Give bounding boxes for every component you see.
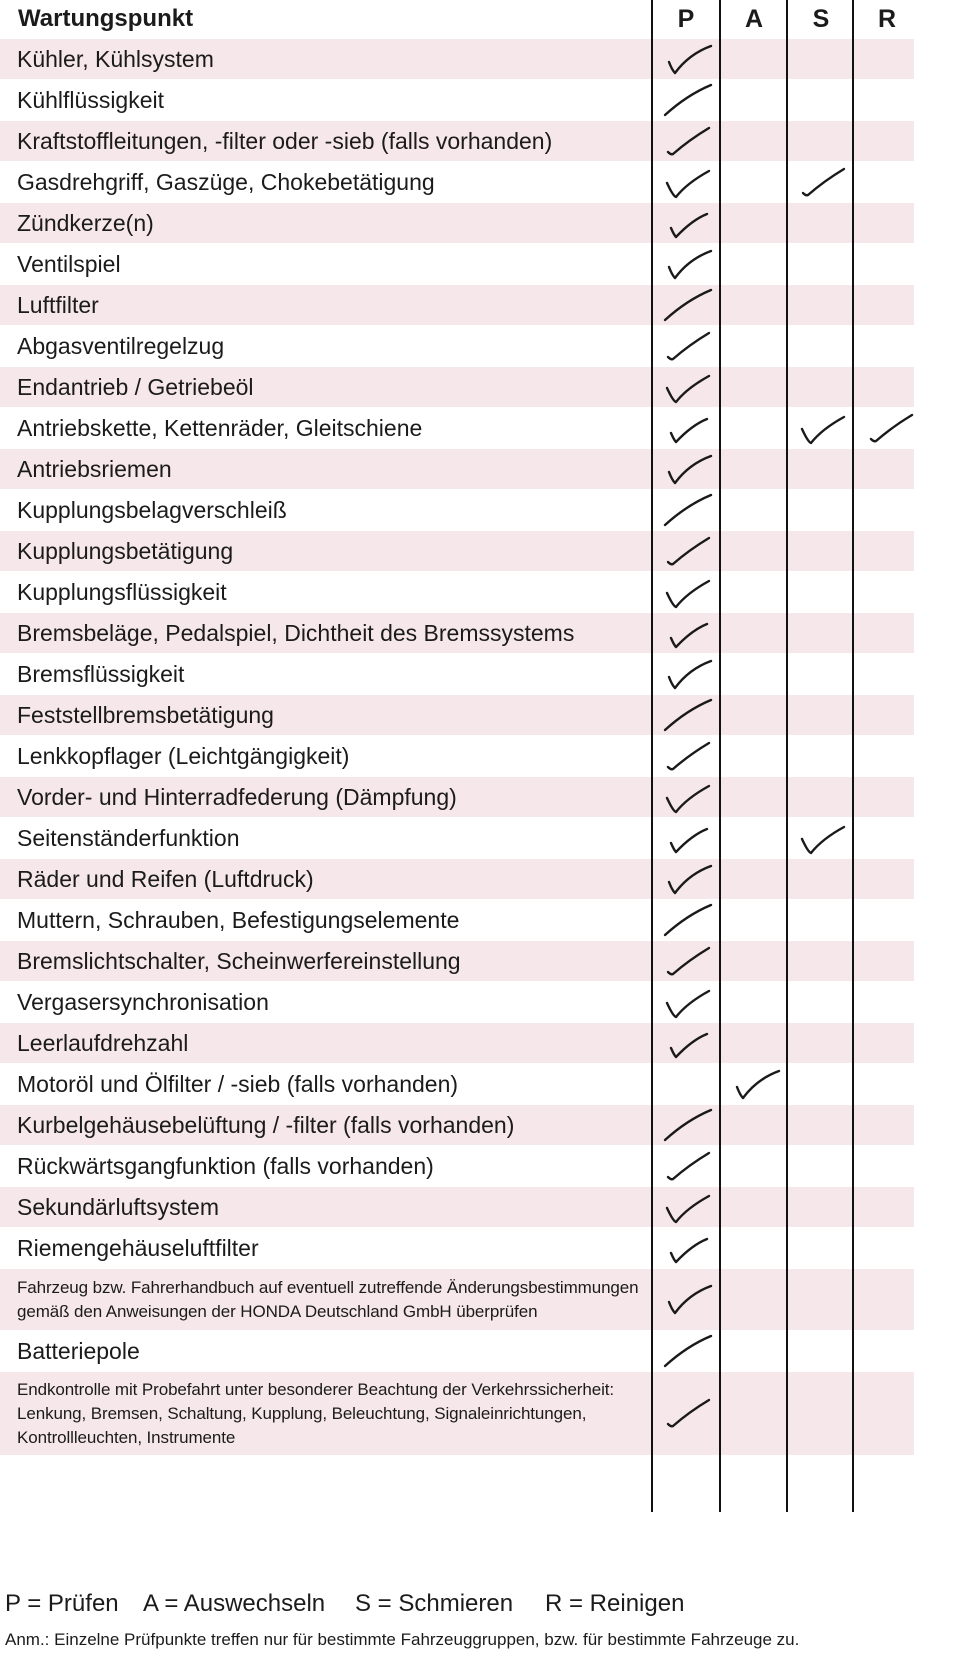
checklist-row: [0, 449, 689, 489]
row-shade: [788, 531, 852, 571]
checklist-row: [0, 777, 689, 817]
row-label: Kupplungsbetätigung: [17, 537, 234, 564]
row-shade: [721, 285, 786, 325]
header-title: Wartungspunkt: [18, 5, 194, 32]
row-label: Vergasersynchronisation: [17, 989, 269, 1015]
row-shade: [854, 941, 914, 981]
checkmark-icon: [659, 983, 719, 1023]
column-divider: [852, 0, 854, 1512]
checklist-row: [0, 941, 689, 981]
row-shade: [854, 613, 914, 653]
row-label: Muttern, Schrauben, Befestigungselemente: [17, 907, 460, 933]
checklist-row: [0, 982, 689, 1023]
row-shade: [854, 1023, 914, 1063]
legend-item-a: A = Auswechseln: [143, 1590, 326, 1617]
checkmark-icon: [659, 245, 719, 285]
checklist-row: [0, 162, 689, 203]
checkmark-icon: [659, 1188, 719, 1228]
checkmark-icon: [659, 81, 719, 121]
checklist-row: [0, 900, 689, 941]
row-label: Bremslichtschalter, Scheinwerfereinstellung: [17, 947, 461, 974]
row-label: Antriebskette, Kettenräder, Gleitschiene: [17, 415, 423, 441]
checkmark-icon: [659, 737, 719, 777]
row-shade: [854, 121, 914, 161]
row-shade: [721, 121, 786, 161]
row-shade: [854, 531, 914, 571]
legend-item-r: R = Reinigen: [545, 1590, 685, 1617]
checkmark-icon: [659, 532, 719, 572]
checklist-row: [0, 695, 689, 735]
column-header-a: A: [744, 4, 764, 33]
checklist-row: [0, 285, 689, 325]
checklist-row: [0, 367, 689, 407]
checkmark-icon: [727, 1065, 787, 1105]
checkmark-icon: [659, 1147, 719, 1187]
checklist-row: [0, 244, 689, 285]
checkmark-icon: [659, 409, 719, 449]
row-label: Antriebsriemen: [17, 455, 172, 482]
column-header-p: P: [677, 4, 695, 33]
row-shade: [854, 285, 914, 325]
row-label: Kühlflüssigkeit: [17, 87, 165, 113]
row-shade: [788, 449, 852, 489]
row-shade: [721, 1105, 786, 1145]
row-shade: [788, 859, 852, 899]
row-shade: [721, 1023, 786, 1063]
row-shade: [788, 777, 852, 817]
row-shade: [721, 39, 786, 79]
checkmark-icon: [659, 491, 719, 531]
checkmark-icon: [659, 1024, 719, 1064]
row-label: Luftfilter: [17, 291, 99, 318]
checkmark-icon: [659, 204, 719, 244]
row-shade: [788, 203, 852, 243]
checklist-row: [0, 531, 689, 571]
row-label: Kupplungsbelagverschleiß: [17, 497, 287, 523]
row-shade: [854, 367, 914, 407]
row-shade: [788, 39, 852, 79]
checklist-row: [0, 1228, 689, 1269]
row-label: Ventilspiel: [17, 251, 121, 277]
checkmark-icon: [659, 942, 719, 982]
row-shade: [721, 1372, 786, 1455]
row-shade: [721, 531, 786, 571]
checkmark-icon: [659, 614, 719, 654]
checklist-row: [0, 203, 689, 243]
row-shade: [788, 121, 852, 161]
row-shade: [721, 777, 786, 817]
legend-item-p: P = Prüfen: [5, 1590, 119, 1617]
row-shade: [854, 39, 914, 79]
checklist-row: [0, 859, 689, 899]
checklist-row: [0, 736, 689, 777]
checklist-row: [0, 654, 689, 695]
checklist-row: [0, 613, 689, 653]
row-label: Zündkerze(n): [17, 209, 154, 236]
checklist-row: [0, 572, 689, 613]
row-shade: [788, 941, 852, 981]
checklist-row: [0, 1023, 689, 1063]
column-header-s: S: [812, 4, 830, 33]
checkmark-icon: [659, 286, 719, 326]
row-label: Motoröl und Ölfilter / -sieb (falls vorhanden): [17, 1071, 459, 1097]
legend-item-s: S = Schmieren: [355, 1590, 514, 1617]
checkmark-icon: [794, 819, 854, 859]
row-shade: [788, 613, 852, 653]
row-label: Lenkkopflager (Leichtgängigkeit): [17, 743, 350, 769]
checkmark-icon: [659, 860, 719, 900]
checklist-row: [0, 1105, 689, 1145]
row-label: Leerlaufdrehzahl: [17, 1029, 189, 1056]
row-label: Batteriepole: [17, 1338, 140, 1364]
row-label: Fahrzeug bzw. Fahrerhandbuch auf eventuell zutreffende Änderungsbestimmungen gemäß den Anweisungen der HONDA Deutschland GmbH überprüfen: [17, 1277, 639, 1321]
checkmark-icon: [794, 163, 854, 203]
checkmark-icon: [659, 450, 719, 490]
row-shade: [721, 941, 786, 981]
row-shade: [721, 1187, 786, 1227]
checkmark-icon: [659, 40, 719, 80]
checkmark-icon: [659, 573, 719, 613]
row-label: Bremsbeläge, Pedalspiel, Dichtheit des Bremssystems: [17, 619, 575, 646]
row-shade: [854, 1105, 914, 1145]
row-label: Seitenständerfunktion: [17, 825, 240, 851]
checklist-row: [0, 39, 689, 79]
checklist-row: [0, 1331, 689, 1372]
checkmark-icon: [659, 122, 719, 162]
checkmark-icon: [659, 1106, 719, 1146]
row-shade: [788, 1269, 852, 1330]
row-shade: [788, 367, 852, 407]
checkmark-icon: [659, 655, 719, 695]
row-label: Bremsflüssigkeit: [17, 661, 185, 687]
row-shade: [721, 859, 786, 899]
row-shade: [788, 1372, 852, 1455]
row-label: Kühler, Kühlsystem: [17, 45, 214, 72]
checklist-row: [0, 80, 689, 121]
row-shade: [854, 859, 914, 899]
row-shade: [854, 695, 914, 735]
row-label: Endantrieb / Getriebeöl: [17, 373, 254, 400]
footnote: Anm.: Einzelne Prüfpunkte treffen nur für bestimmte Fahrzeuggruppen, bzw. für bestimmte Fahrzeuge zu.: [5, 1630, 800, 1649]
row-label: Räder und Reifen (Luftdruck): [17, 865, 314, 892]
column-divider: [719, 0, 721, 1512]
checkmark-icon: [659, 901, 719, 941]
row-label: Abgasventilregelzug: [17, 333, 225, 359]
row-shade: [854, 777, 914, 817]
row-label: Feststellbremsbetätigung: [17, 701, 274, 728]
column-divider: [651, 0, 653, 1512]
row-shade: [721, 203, 786, 243]
row-shade: [788, 1023, 852, 1063]
row-shade: [721, 1269, 786, 1330]
row-label: Gasdrehgriff, Gaszüge, Chokebetätigung: [17, 169, 435, 195]
row-shade: [788, 1187, 852, 1227]
checkmark-icon: [659, 819, 719, 859]
row-shade: [854, 449, 914, 489]
row-shade: [854, 1187, 914, 1227]
checkmark-icon: [659, 778, 719, 818]
checklist-row: [0, 1372, 689, 1455]
column-divider: [786, 0, 788, 1512]
row-shade: [788, 285, 852, 325]
row-shade: [854, 203, 914, 243]
row-label: Kurbelgehäusebelüftung / -filter (falls vorhanden): [17, 1111, 515, 1138]
row-shade: [721, 613, 786, 653]
checklist-row: [0, 818, 689, 859]
column-header-r: R: [877, 4, 897, 33]
checklist-row: [0, 121, 689, 161]
checkmark-icon: [862, 409, 922, 449]
checklist-row: [0, 1064, 689, 1105]
checkmark-icon: [659, 163, 719, 203]
checklist-row: [0, 408, 689, 449]
row-label: Sekundärluftsystem: [17, 1193, 219, 1220]
row-shade: [788, 695, 852, 735]
row-label: Riemengehäuseluftfilter: [17, 1235, 259, 1261]
checklist-row: [0, 490, 689, 531]
row-shade: [854, 1372, 914, 1455]
row-label: Kupplungsflüssigkeit: [17, 579, 227, 605]
row-label: Endkontrolle mit Probefahrt unter besonderer Beachtung der Verkehrssicherheit: Lenkung, Bremsen, Schaltung, Kupplung, Beleuchtung, Signaleinrichtungen, Kontrollleuchten, Instrumente: [17, 1379, 614, 1447]
checklist-row: [0, 1187, 689, 1227]
row-shade: [788, 1105, 852, 1145]
row-label: Vorder- und Hinterradfederung (Dämpfung): [17, 783, 457, 810]
checklist-row: [0, 1146, 689, 1187]
checkmark-icon: [659, 1394, 719, 1434]
row-shade: [721, 449, 786, 489]
row-shade: [721, 367, 786, 407]
checkmark-icon: [659, 368, 719, 408]
row-label: Kraftstoffleitungen, -filter oder -sieb (falls vorhanden): [17, 127, 553, 154]
checkmark-icon: [794, 409, 854, 449]
row-shade: [721, 695, 786, 735]
checklist-row: [0, 1269, 689, 1330]
checkmark-icon: [659, 1332, 719, 1372]
checkmark-icon: [659, 696, 719, 736]
checklist-row: [0, 326, 689, 367]
checkmark-icon: [659, 1229, 719, 1269]
row-label: Rückwärtsgangfunktion (falls vorhanden): [17, 1153, 434, 1179]
checkmark-icon: [659, 1280, 719, 1320]
row-shade: [854, 1269, 914, 1330]
checkmark-icon: [659, 327, 719, 367]
